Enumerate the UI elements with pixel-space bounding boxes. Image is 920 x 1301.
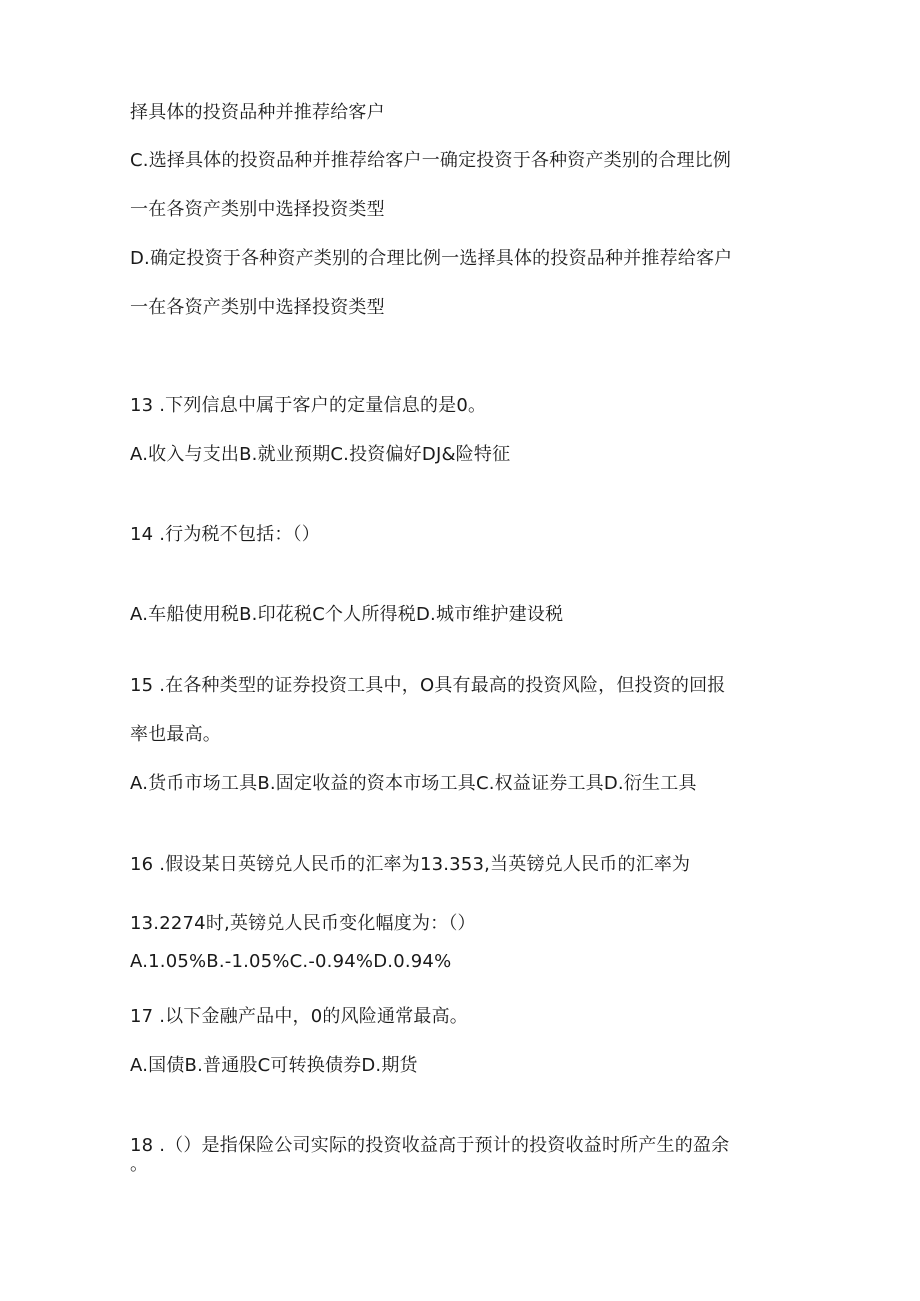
question-17: 17 .以下金融产品中，0的风险通常最高。 xyxy=(130,1006,468,1027)
question-15-line-2: 率也最高。 xyxy=(130,724,221,745)
question-14-options: A.车船使用税B.印花税C个人所得税D.城市维护建设税 xyxy=(130,604,564,625)
question-15-line-1: 15 .在各种类型的证券投资工具中，O具有最高的投资风险，但投资的回报 xyxy=(130,675,726,696)
option-d-line-2: 一在各资产类别中选择投资类型 xyxy=(130,297,385,318)
question-16-line-1: 16 .假设某日英镑兑人民币的汇率为13.353,当英镑兑人民币的汇率为 xyxy=(130,854,691,875)
question-14: 14 .行为税不包括：（） xyxy=(130,524,320,545)
question-16-options: A.1.05%B.-1.05%C.-0.94%D.0.94% xyxy=(130,951,452,972)
question-18-line-2: 。 xyxy=(130,1154,149,1175)
option-b-continuation: 择具体的投资品种并推荐给客户 xyxy=(130,102,385,123)
option-c-line-1: C.选择具体的投资品种并推荐给客户一确定投资于各种资产类别的合理比例 xyxy=(130,150,732,171)
question-13: 13 .下列信息中属于客户的定量信息的是0。 xyxy=(130,395,487,416)
option-d-line-1: D.确定投资于各种资产类别的合理比例一选择具体的投资品种并推荐给客户 xyxy=(130,248,733,269)
question-16-line-2: 13.2274时,英镑兑人民币变化幅度为：（） xyxy=(130,913,476,934)
question-17-options: A.国债B.普通股C可转换债券D.期货 xyxy=(130,1055,418,1076)
question-15-options: A.货币市场工具B.固定收益的资本市场工具C.权益证券工具D.衍生工具 xyxy=(130,773,697,794)
option-c-line-2: 一在各资产类别中选择投资类型 xyxy=(130,199,385,220)
question-18-line-1: 18 .（）是指保险公司实际的投资收益高于预计的投资收益时所产生的盈余 xyxy=(130,1135,730,1156)
question-13-options: A.收入与支出B.就业预期C.投资偏好DJ&险特征 xyxy=(130,444,511,465)
